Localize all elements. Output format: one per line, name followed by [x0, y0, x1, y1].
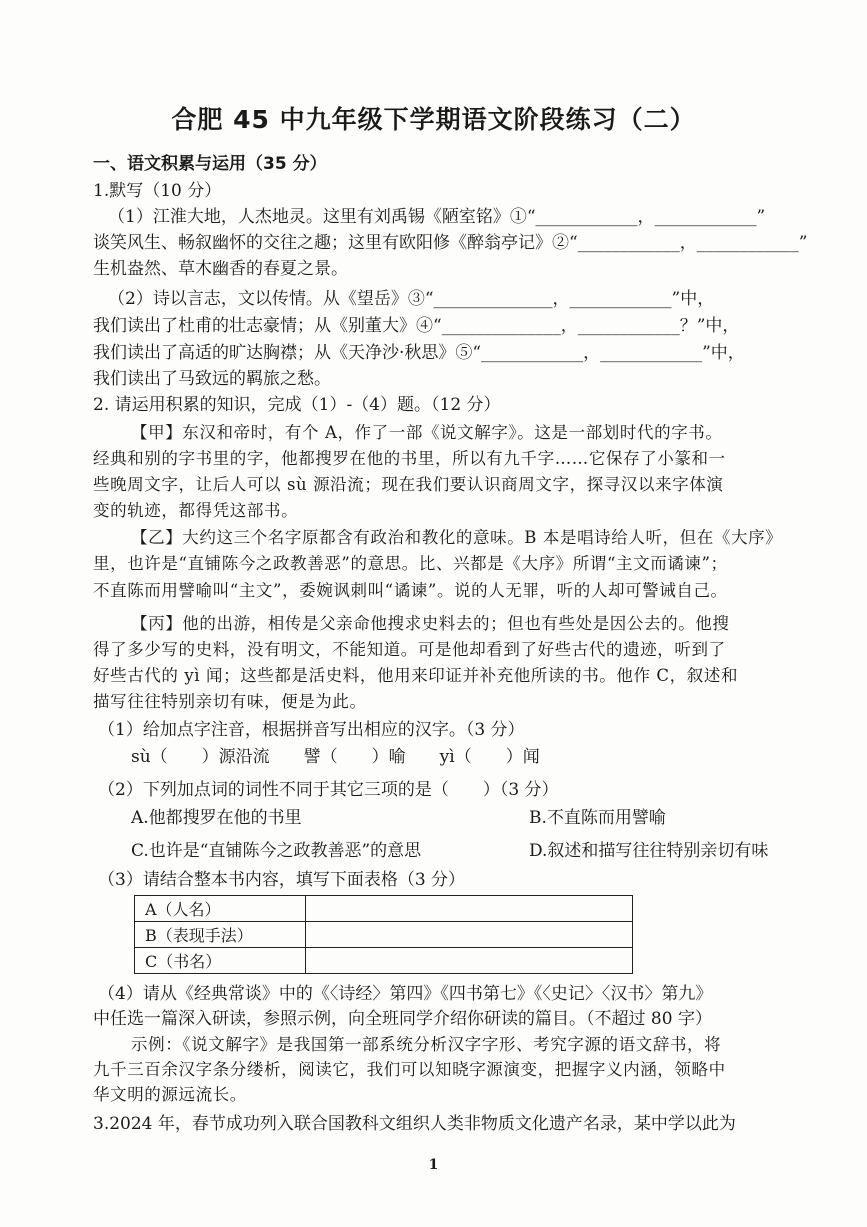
passage-bing: 【丙】他的出游，相传是父亲命他搜求史料去的；但也有些处是因公去的。他搜	[131, 614, 730, 633]
subquestion-3-header: （3）请结合整本书内容，填写下面表格（3 分）	[98, 870, 466, 890]
table-row	[135, 922, 633, 948]
question-2-header: 2. 请运用积累的知识，完成（1）-（4）题。（12 分）	[93, 395, 501, 415]
q1-line: 谈笑风生、畅叙幽怀的交往之趣；这里有欧阳修《醉翁亭记》②“____________，____________”	[93, 233, 808, 253]
section-heading: 一、语文积累与运用（35 分）	[93, 154, 327, 174]
option-a: A.他都搜罗在他的书里	[131, 808, 302, 828]
subquestion-2-header: （2）下列加点词的词性不同于其它三项的是（ ）（3 分）	[98, 780, 559, 800]
answer-table	[134, 895, 633, 974]
passage-yi: 不直陈而用譬喻叫“主文”，委婉讽刺叫“谲谏”。说的人无罪，听的人却可警诫自己。	[93, 581, 728, 600]
table-row-label: B（表现手法）	[135, 922, 306, 948]
passage-jia: 【甲】东汉和帝时，有个 A，作了一部《说文解字》。这是一部划时代的字书。	[131, 423, 723, 442]
passage-bing: 得了多少写的史料，没有明文，不能知道。可是他却看到了好些古代的遗迹，听到了	[93, 640, 726, 659]
q1-line: 我们读出了马致远的羁旅之愁。	[93, 369, 331, 389]
answer-cell[interactable]	[306, 896, 633, 922]
passage-yi: 【乙】大约这三个名字原都含有政治和教化的意味。B 本是唱诗给人听，但在《大序》	[131, 528, 783, 547]
question-1-header: 1.默写（10 分）	[93, 181, 222, 201]
option-b: B.不直陈而用譬喻	[529, 808, 666, 828]
q1-line: 生机盎然、草木幽香的春夏之景。	[93, 259, 348, 279]
example-text: 示例：《说文解字》是我国第一部系统分析汉字字形、考究字源的语文辞书，将	[131, 1035, 722, 1054]
table-row-label: C（书名）	[135, 948, 306, 974]
q1-line: 我们读出了杜甫的壮志豪情；从《别董大》④“______________，____________？”中，	[93, 316, 740, 336]
q1-line: （2）诗以言志，文以传情。从《望岳》③“______________，____________”中，	[108, 289, 715, 309]
option-c: C.也许是“直铺陈今之政教善恶”的意思	[131, 841, 422, 861]
subquestion-1-items: sù（ ）源沿流 譬（ ）喻 yì（ ）闻	[131, 747, 540, 767]
question-3-line: 3.2024 年，春节成功列入联合国教科文组织人类非物质文化遗产名录，某中学以此为	[93, 1114, 736, 1134]
page-number: 1	[428, 1157, 439, 1173]
answer-cell[interactable]	[306, 922, 633, 948]
subquestion-4-line: （4）请从《经典常谈》中的《〈诗经〉第四》《四书第七》《〈史记〉〈汉书〉第九》	[98, 984, 713, 1004]
table-row	[135, 896, 633, 922]
passage-jia: 经典和别的字书里的字，他都搜罗在他的书里，所以有九千字……它保存了小篆和一	[93, 449, 726, 468]
answer-cell[interactable]	[306, 948, 633, 974]
subquestion-1-header: （1）给加点字注音，根据拼音写出相应的汉字。（3 分）	[98, 720, 525, 740]
option-d: D.叙述和描写往往特别亲切有味	[529, 841, 769, 861]
table-row-label: A（人名）	[135, 896, 306, 922]
page-title: 合肥 45 中九年级下学期语文阶段练习（二）	[171, 105, 696, 134]
passage-jia: 些晚周文字，让后人可以 sù 源沿流；现在我们要认识商周文字，探寻汉以来字体演	[93, 475, 724, 494]
passage-bing: 描写往往特别亲切有味，便是为此。	[93, 692, 367, 711]
passage-bing: 好些古代的 yì 闻；这些都是活史料，他用来印证并补充他所读的书。他作 C，叙述和	[93, 666, 739, 685]
subquestion-4-line: 中任选一篇深入研读，参照示例，向全班同学介绍你研读的篇目。（不超过 80 字）	[93, 1009, 712, 1029]
table-row	[135, 948, 633, 974]
example-text: 华文明的源远流长。	[93, 1085, 247, 1104]
q1-line: （1）江淮大地，人杰地灵。这里有刘禹锡《陋室铭》①“____________，____________”	[108, 207, 766, 227]
q1-line: 我们读出了高适的旷达胸襟；从《天净沙·秋思》⑤“____________，____________”中，	[93, 343, 745, 363]
passage-jia: 变的轨迹，都得凭这部书。	[93, 501, 299, 520]
example-text: 九千三百余汉字条分缕析，阅读它，我们可以知晓字源演变，把握字义内涵，领略中	[93, 1060, 726, 1079]
passage-yi: 里，也许是“直铺陈今之政教善恶”的意思。比、兴都是《大序》所谓“主文而谲谏”；	[93, 554, 728, 573]
